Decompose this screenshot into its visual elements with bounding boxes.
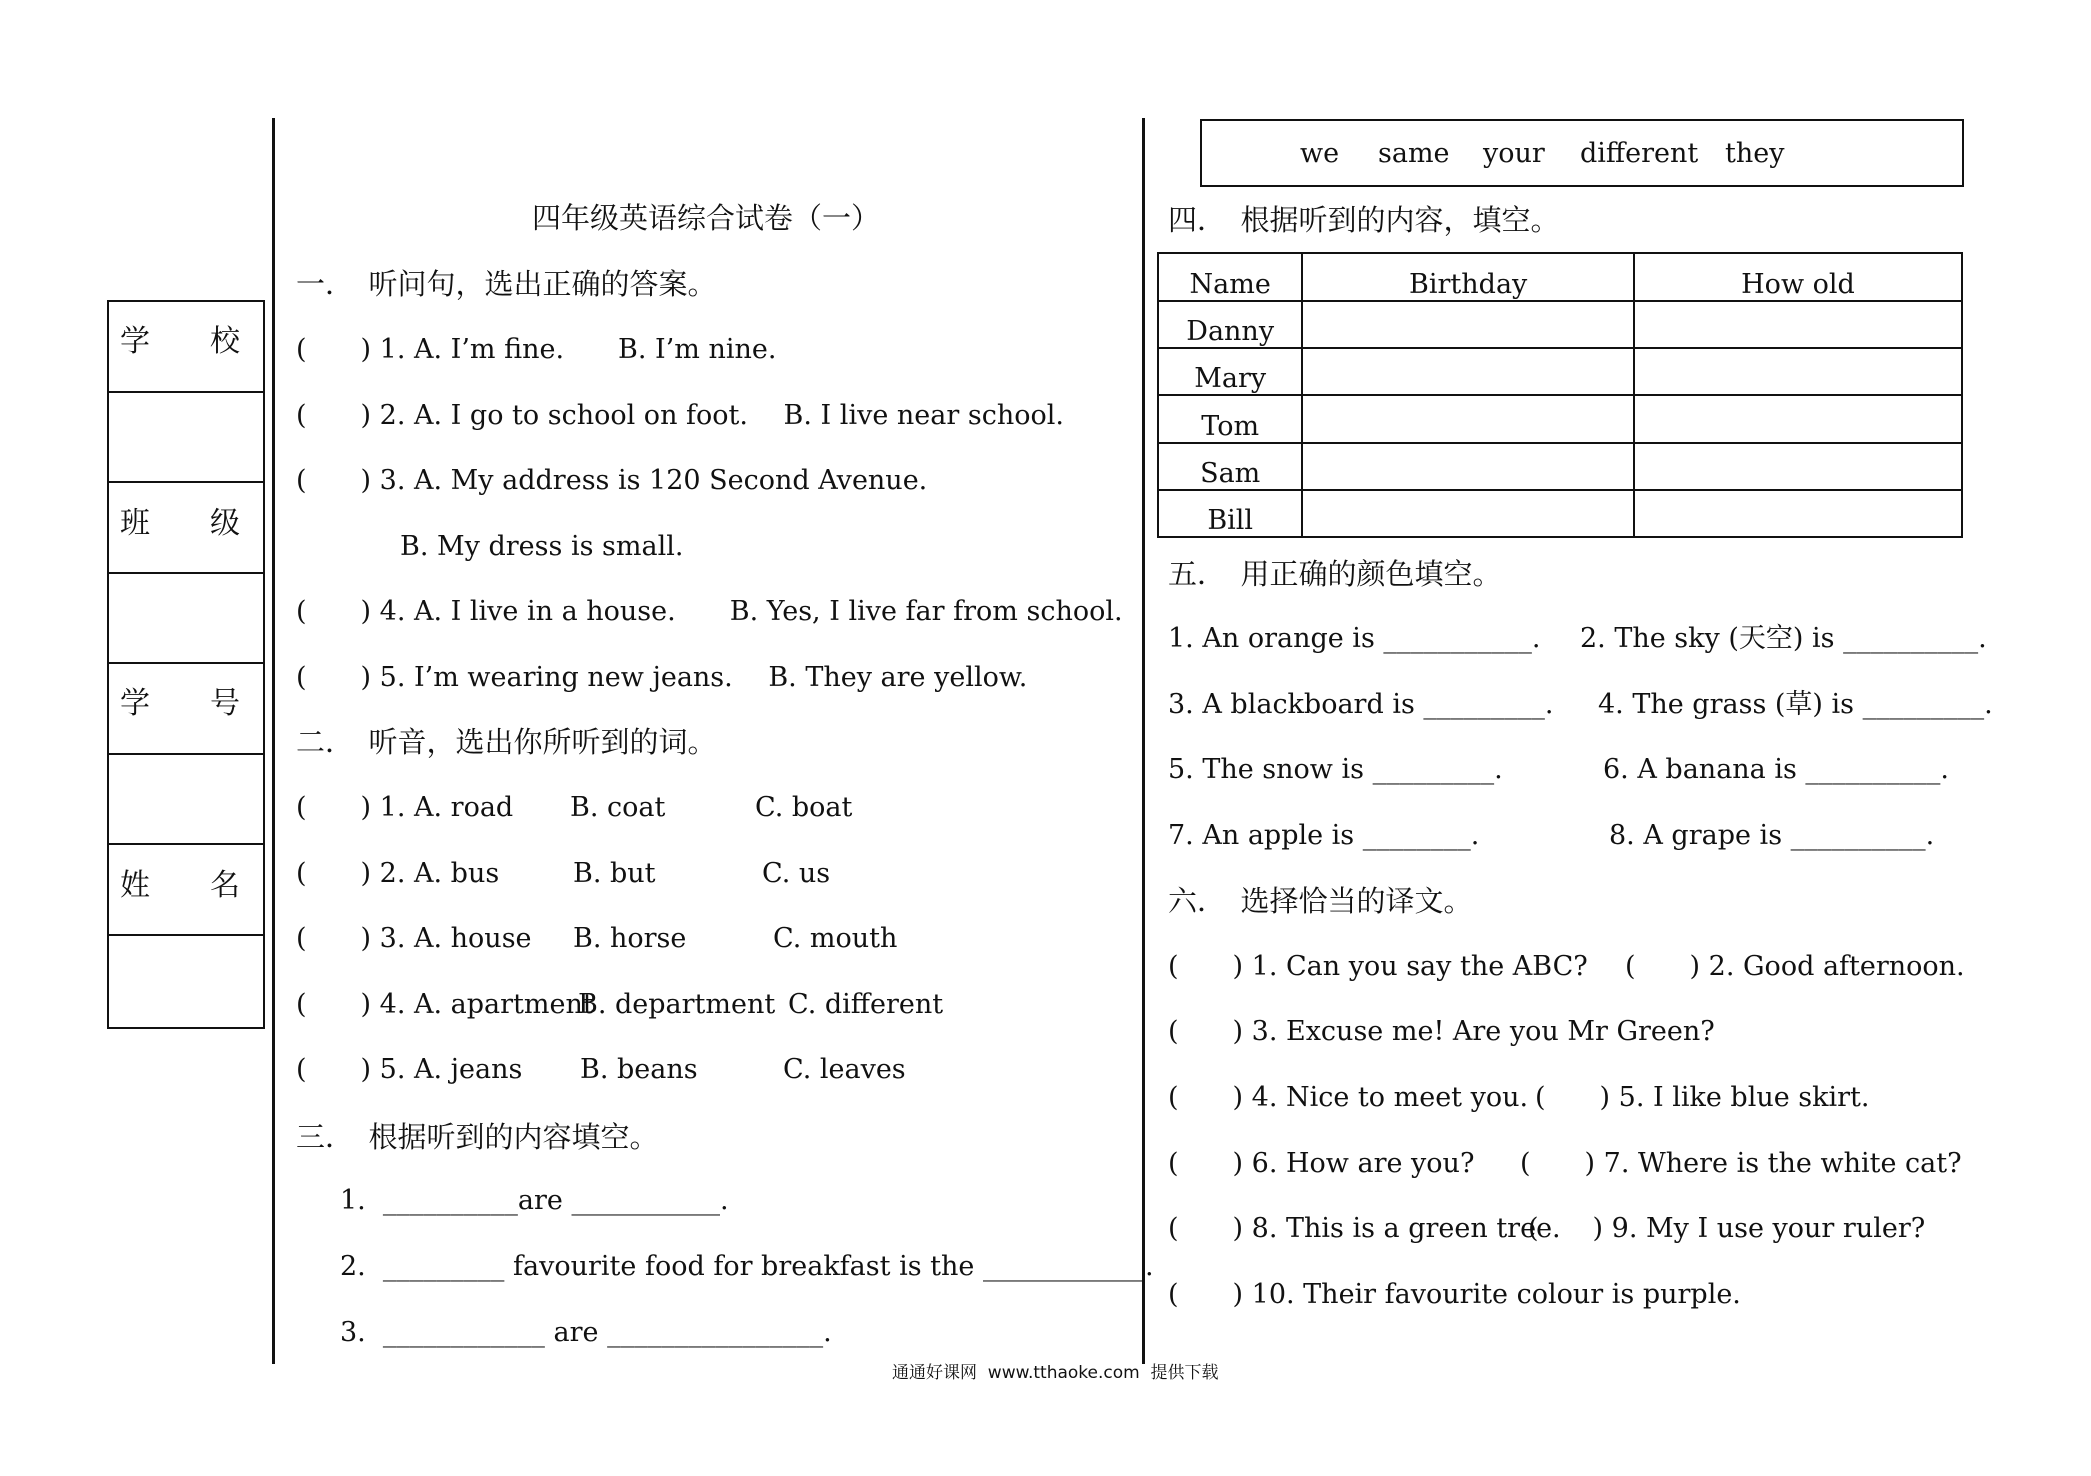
translation-item: ( ) 5. I like blue skirt.	[1535, 1082, 1870, 1113]
footer-credit: 通通好课网 www.tthaoke.com 提供下载	[892, 1363, 1219, 1383]
word-different: different	[1580, 138, 1699, 169]
info-divider	[107, 934, 265, 936]
info-divider	[107, 572, 265, 574]
word-your: your	[1483, 138, 1545, 169]
fill-item: 3. ____________ are ________________.	[340, 1317, 832, 1348]
color-item: 2. The sky (天空) is __________.	[1580, 623, 1987, 654]
age-cell[interactable]	[1634, 395, 1962, 443]
question-item: ( ) 1. A. road	[296, 792, 514, 823]
section4-heading: 四． 根据听到的内容，填空。	[1168, 203, 1560, 237]
option-b: B. beans	[580, 1054, 698, 1085]
color-item: 3. A blackboard is _________.	[1168, 689, 1554, 720]
color-item: 6. A banana is __________.	[1603, 754, 1950, 785]
color-item: 7. An apple is ________.	[1168, 820, 1480, 851]
translation-item: ( ) 2. Good afternoon.	[1625, 951, 1965, 982]
translation-item: ( ) 3. Excuse me! Are you Mr Green?	[1168, 1016, 1715, 1047]
translation-item: ( ) 1. Can you say the ABC?	[1168, 951, 1588, 982]
header-how-old: How old	[1634, 253, 1962, 301]
student-info-box	[107, 300, 265, 1029]
option-c: C. leaves	[783, 1054, 906, 1085]
word-they: they	[1725, 138, 1785, 169]
translation-item: ( ) 6. How are you?	[1168, 1148, 1475, 1179]
translation-item: ( ) 9. My I use your ruler?	[1528, 1213, 1926, 1244]
page-title: 四年级英语综合试卷（一）	[532, 201, 881, 235]
word-we: we	[1300, 138, 1340, 169]
class-label: 班 级	[120, 506, 240, 541]
translation-item: ( ) 7. Where is the white cat?	[1520, 1148, 1962, 1179]
info-divider	[107, 481, 265, 483]
option-c: C. different	[788, 989, 944, 1020]
section2-heading: 二． 听音，选出你所听到的词。	[296, 725, 717, 759]
question-item: B. My dress is small.	[400, 531, 684, 562]
school-label: 学 校	[120, 324, 240, 359]
center-fold-rule	[1142, 118, 1145, 1364]
question-item: ( ) 2. A. bus	[296, 858, 500, 889]
option-b: B. department	[578, 989, 776, 1020]
left-margin-rule	[272, 118, 275, 1364]
option-b: B. horse	[573, 923, 687, 954]
age-cell[interactable]	[1634, 301, 1962, 348]
question-item: ( ) 3. A. My address is 120 Second Avenue.	[296, 465, 928, 496]
header-name: Name	[1158, 253, 1302, 301]
section6-heading: 六． 选择恰当的译文。	[1168, 884, 1473, 918]
row-name: Sam	[1158, 443, 1302, 490]
question-item: ( ) 3. A. house	[296, 923, 532, 954]
student-number-label: 学 号	[120, 686, 240, 721]
row-name: Tom	[1158, 395, 1302, 443]
birthday-cell[interactable]	[1302, 348, 1634, 395]
info-divider	[107, 753, 265, 755]
row-name: Mary	[1158, 348, 1302, 395]
birthday-cell[interactable]	[1302, 443, 1634, 490]
info-divider	[107, 662, 265, 664]
section1-heading: 一． 听问句，选出正确的答案。	[296, 267, 717, 301]
translation-item: ( ) 4. Nice to meet you.	[1168, 1082, 1529, 1113]
birthday-cell[interactable]	[1302, 301, 1634, 348]
question-item: ( ) 1. A. I’m fine. B. I’m nine.	[296, 334, 777, 365]
age-cell[interactable]	[1634, 443, 1962, 490]
color-item: 1. An orange is ___________.	[1168, 623, 1541, 654]
translation-item: ( ) 10. Their favourite colour is purple.	[1168, 1279, 1741, 1310]
question-item: ( ) 4. A. I live in a house. B. Yes, I live far from school.	[296, 596, 1123, 627]
color-item: 5. The snow is _________.	[1168, 754, 1503, 785]
name-label: 姓 名	[120, 868, 240, 903]
age-cell[interactable]	[1634, 490, 1962, 537]
option-b: B. but	[573, 858, 656, 889]
row-name: Danny	[1158, 301, 1302, 348]
birthday-cell[interactable]	[1302, 395, 1634, 443]
fill-item: 1. __________are ___________.	[340, 1185, 729, 1216]
info-divider	[107, 843, 265, 845]
age-cell[interactable]	[1634, 348, 1962, 395]
option-c: C. mouth	[773, 923, 898, 954]
translation-item: ( ) 8. This is a green tree.	[1168, 1213, 1561, 1244]
birthday-table	[1157, 252, 1963, 538]
question-item: ( ) 5. A. jeans	[296, 1054, 523, 1085]
word-same: same	[1378, 138, 1450, 169]
section5-heading: 五． 用正确的颜色填空。	[1168, 557, 1502, 591]
question-item: ( ) 2. A. I go to school on foot. B. I live near school.	[296, 400, 1064, 431]
section3-heading: 三． 根据听到的内容填空。	[296, 1120, 659, 1154]
option-c: C. boat	[755, 792, 853, 823]
option-c: C. us	[762, 858, 831, 889]
question-item: ( ) 5. I’m wearing new jeans. B. They are yellow.	[296, 662, 1028, 693]
info-divider	[107, 391, 265, 393]
question-item: ( ) 4. A. apartment	[296, 989, 594, 1020]
header-birthday: Birthday	[1302, 253, 1634, 301]
color-item: 8. A grape is __________.	[1609, 820, 1935, 851]
color-item: 4. The grass (草) is _________.	[1598, 689, 1993, 720]
birthday-cell[interactable]	[1302, 490, 1634, 537]
fill-item: 2. _________ favourite food for breakfast is the ____________.	[340, 1251, 1154, 1282]
row-name: Bill	[1158, 490, 1302, 537]
option-b: B. coat	[570, 792, 666, 823]
